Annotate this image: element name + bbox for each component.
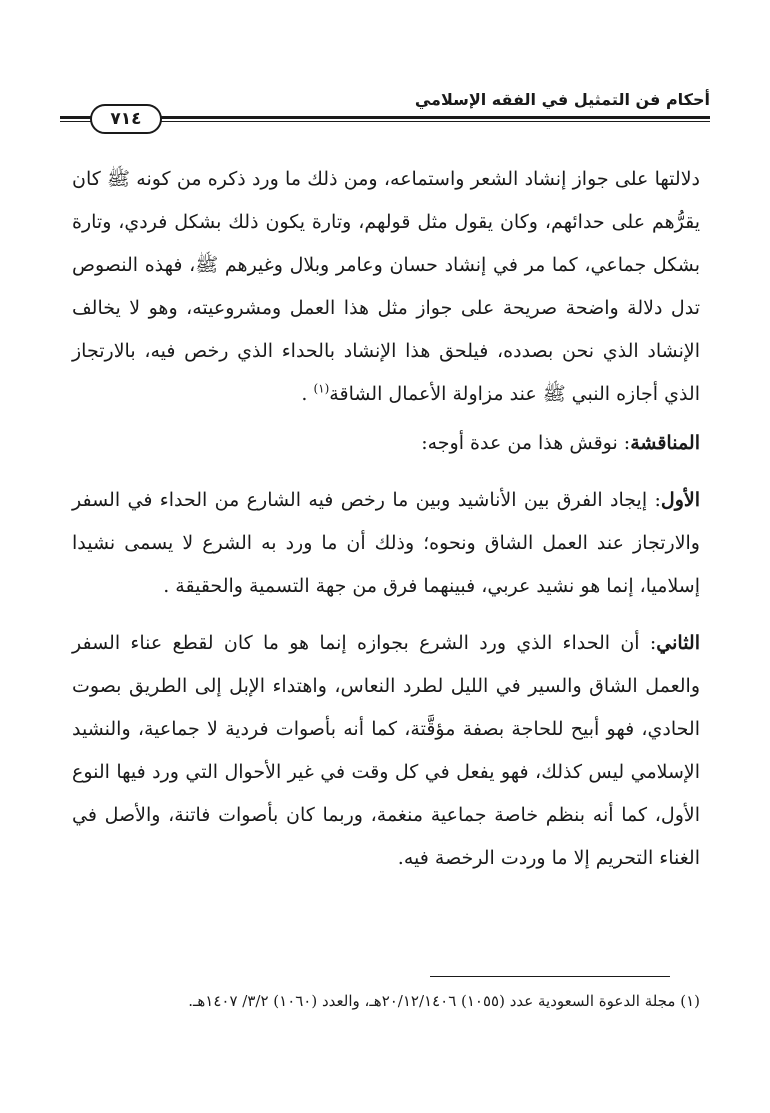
- section-label-discussion: المناقشة: [630, 432, 700, 454]
- footnote-number: (١): [680, 992, 700, 1010]
- footnote-separator: [430, 976, 670, 977]
- paragraph-text: : نوقش هذا من عدة أوجه:: [421, 432, 631, 454]
- paragraph-text: دلالتها على جواز إنشاد الشعر واستماعه، ومن ذلك ما ورد ذكره من كونه ﷺ كان يقرُّهم على حدائهم، وكان يقول مثل قولهم، وتارة يكون ذلك بشكل فردي، وتارة بشكل جماعي، كما مر في إنشاد حسان وعامر وبلال وغيرهم ﷺ، فهذه النصوص تدل دلالة واضحة صريحة على جواز مثل هذا العمل ومشروعيته، وهو لا يخالف الإنشاد الذي نحن بصدده، فيلحق هذا الإنشاد بالحداء الذي رخص فيه، بالارتجاز الذي أجازه النبي ﷺ عند مزاولة الأعمال الشاقة: [72, 168, 700, 405]
- main-text: [72, 158, 700, 894]
- footnotes: [72, 986, 700, 1017]
- footnote-item: [72, 986, 700, 1017]
- section-label-second: الثاني: [656, 632, 700, 654]
- paragraph-intro: [72, 158, 700, 416]
- paragraph-end: .: [301, 383, 314, 405]
- paragraph-first-point: [72, 479, 700, 608]
- page-header: [60, 80, 710, 138]
- section-label-first: الأول: [660, 489, 700, 511]
- book-title: أحكام فن التمثيل في الفقه الإسلامي: [414, 90, 710, 109]
- footnote-ref: (١): [313, 381, 330, 396]
- paragraph-text: : إيجاد الفرق بين الأناشيد وبين ما رخص فيه الشارع من الحداء في السفر والارتجاز عند العمل الشاق ونحوه؛ وذلك أن ما ورد به الشرع لا يسمى نشيدا إسلاميا، إنما هو نشيد عربي، فبينهما فرق من جهة التسمية والحقيقة .: [72, 489, 700, 597]
- paragraph-discussion: [72, 422, 700, 465]
- page-number: ٧١٤: [90, 104, 162, 134]
- paragraph-text: : أن الحداء الذي ورد الشرع بجوازه إنما هو ما كان لقطع عناء السفر والعمل الشاق والسير في الليل لطرد النعاس، واهتداء الإبل إلى الطريق بصوت الحادي، فهو أبيح للحاجة بصفة مؤقَّتة، كما أنه بأصوات فردية لا جماعية، والنشيد الإسلامي ليس كذلك، فهو يفعل في كل وقت في غير الأحوال التي ورد فيها النوع الأول، كما أنه بنظم خاصة جماعية منغمة، وربما كان بأصوات فاتنة، والأصل في الغناء التحريم إلا ما وردت الرخصة فيه.: [72, 632, 700, 869]
- paragraph-second-point: [72, 622, 700, 880]
- footnote-text: مجلة الدعوة السعودية عدد (١٠٥٥) ٢٠/١٢/١٤٠٦هـ، والعدد (١٠٦٠) ٣/٢/ ١٤٠٧هـ.: [188, 992, 676, 1010]
